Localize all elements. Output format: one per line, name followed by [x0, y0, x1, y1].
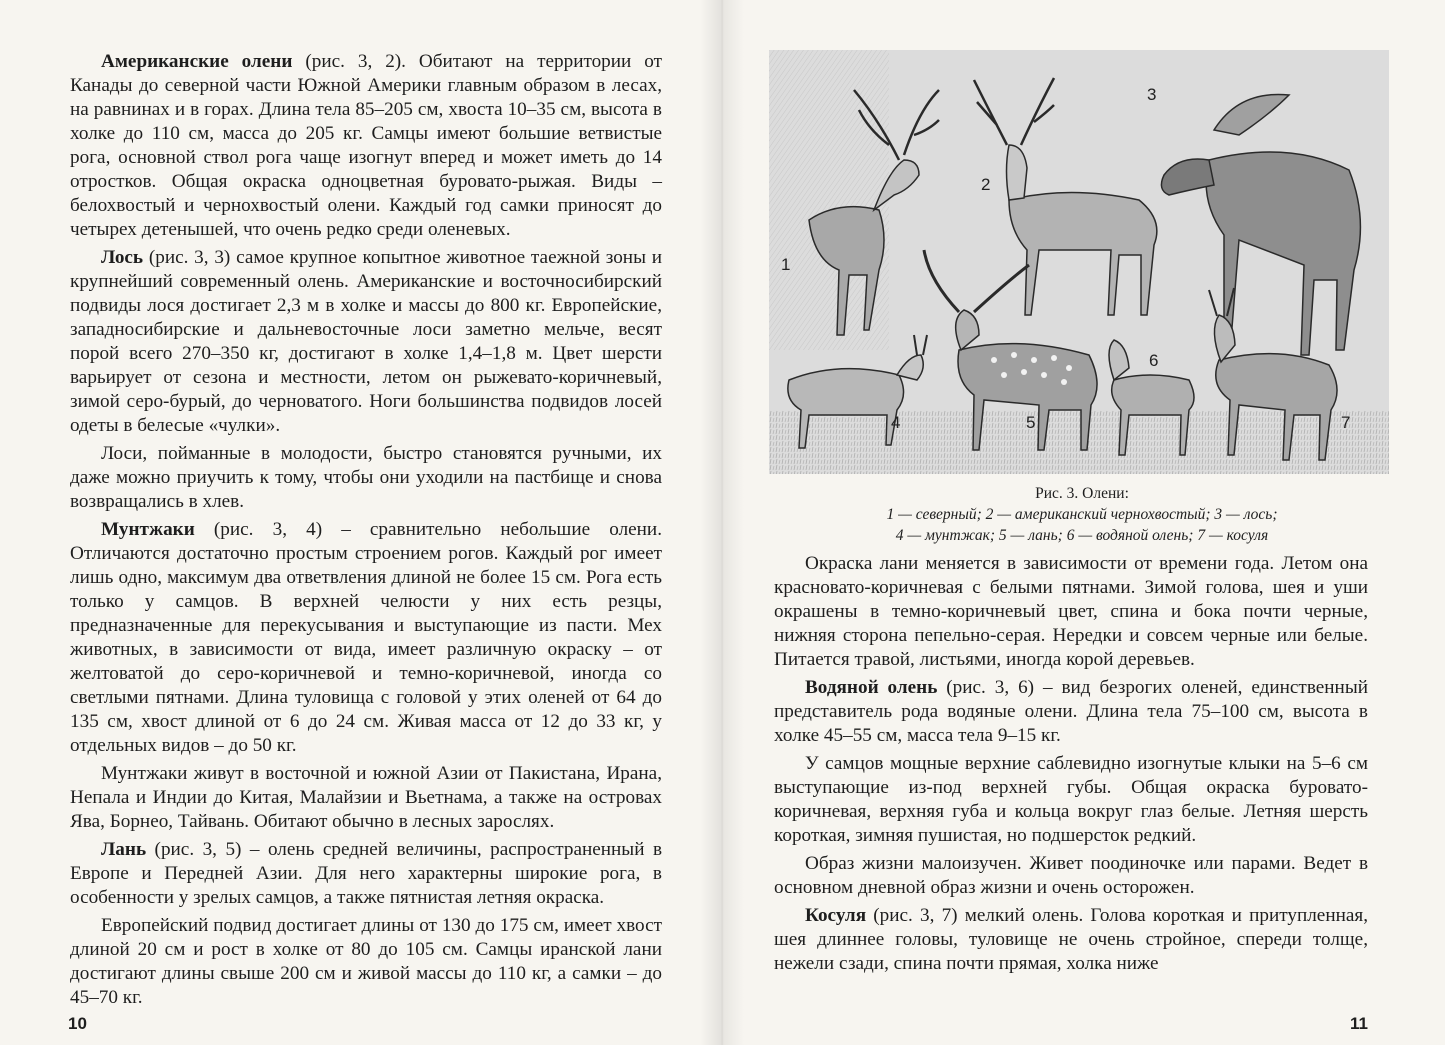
paragraph-text: (рис. 3, 7) мелкий олень. Голова короткая и притупленная, шея длиннее головы, туловище не очень стройное, спереди толще, нежели сзади, спина почти прямая, холка ниже — [774, 905, 1368, 974]
figure-label-7: 7 — [1341, 413, 1351, 432]
paragraph-muntjac — [70, 518, 662, 758]
paragraph-muntjac-range — [70, 762, 662, 834]
paragraph-water-deer — [774, 676, 1368, 748]
caption-line-3: 4 — мунтжак; 5 — лань; 6 — водяной олень; 7 — косуля — [895, 527, 1269, 544]
paragraph-text: Образ жизни малоизучен. Живет поодиночке или парами. Ведет в основном дневной образ жизни и очень осторожен. — [774, 853, 1368, 898]
figure-label-5: 5 — [1026, 413, 1036, 432]
term-water-deer: Водяной олень — [805, 677, 938, 698]
paragraph-fallow-coloring — [774, 552, 1368, 672]
paragraph-moose — [70, 246, 662, 438]
paragraph-text: (рис. 3, 6) – вид безрогих оленей, единственный представитель рода водяные олени. Длина тела 75–100 см, высота в холке 45–55 см, масса тела 9–15 кг. — [774, 677, 1368, 746]
page-number: 11 — [1350, 1014, 1368, 1033]
paragraph-text: У самцов мощные верхние саблевидно изогнутые клыки на 5–6 см выступающие из-под верхней губы. Общая окраска буровато-коричневая, верхняя губа и кольца вокруг глаз белые. Летняя шерсть короткая, зимняя пушистая, но подшерсток редкий. — [774, 753, 1368, 846]
right-page — [722, 0, 1445, 1045]
caption-line-2: 1 — северный; 2 — американский чернохвостый; 3 — лось; — [886, 506, 1278, 523]
term-roe-deer: Косуля — [805, 905, 867, 926]
figure-label-1: 1 — [781, 255, 791, 274]
paragraph-text: (рис. 3, 3) самое крупное копытное животное таежной зоны и крупнейший современный олень. Американские и восточносибирский подвиды лося достигает 2,3 м в холке и массы до 800 кг. Европейские, западносибирские и дальневосточные лоси заметно мельче, весят порой всего 270–350 кг, достигают в холке 1,4–1,8 м. Цвет шерсти варьирует от сезона и местности, летом он рыжевато-коричневый, зимой серо-бурый, до черноватого. Ноги большинства подвидов лосей одеты в белесые «чулки». — [70, 247, 662, 436]
paragraph-fallow-subspecies — [70, 914, 662, 1010]
paragraph-text: Лоси, пойманные в молодости, быстро становятся ручными, их даже можно приучить к тому, чтобы они уходили на пастбище и снова возвращались в хлев. — [70, 443, 662, 512]
deer-illustration — [769, 50, 1389, 474]
paragraph-water-deer-behavior — [774, 852, 1368, 900]
term-muntjac: Мунтжаки — [101, 519, 195, 540]
figure-label-2: 2 — [981, 175, 991, 194]
left-text-column — [70, 50, 662, 1014]
paragraph-roe-deer — [774, 904, 1368, 976]
paragraph-fallow-deer — [70, 838, 662, 910]
figure-label-3: 3 — [1147, 85, 1157, 104]
paragraph-text: Европейский подвид достигает длины от 130 до 175 см, имеет хвост длиной 20 см и рост в холке от 80 до 105 см. Самцы иранской лани достигают длины свыше 200 см и живой массы до 110 кг, а самки – до 45–70 кг. — [70, 915, 662, 1008]
caption-title: Рис. 3. Олени: — [1035, 485, 1129, 502]
left-page — [0, 0, 722, 1045]
paragraph-text: Мунтжаки живут в восточной и южной Азии от Пакистана, Ирана, Непала и Индии до Китая, Малайзии и Вьетнама, а также на островах Ява, Борнео, Тайвань. Обитают обычно в лесных зарослях. — [70, 763, 662, 832]
figure-caption — [762, 483, 1402, 546]
paragraph-text: (рис. 3, 4) – сравнительно небольшие олени. Отличаются достаточно простым строением рогов. Каждый рог имеет лишь одно, максимум два ответвления длиной не более 15 см. Рога есть только у самцов. В верхней челюсти у них есть резцы, предназначенные для перекусывания и выступающие из пасти. Мех животных, в зависимости от вида, имеет различную окраску – от желтоватой до серо-коричневой и темно-коричневой, иногда со светлыми пятнами. Длина туловища с головой у этих оленей от 64 до 135 см, хвост длиной от 6 до 24 см. Живая масса от 12 до 33 кг, у отдельных видов – до 50 кг. — [70, 519, 662, 756]
paragraph-text: (рис. 3, 5) – олень средней величины, распространенный в Европе и Передней Азии. Для него характерны широкие рога, в особенности у зрелых самцов, а также пятнистая летняя окраска. — [70, 839, 662, 908]
paragraph-american-deer — [70, 50, 662, 242]
paragraph-water-deer-tusks — [774, 752, 1368, 848]
figure-label-4: 4 — [891, 413, 901, 432]
term-moose: Лось — [101, 247, 144, 268]
term-fallow-deer: Лань — [101, 839, 147, 860]
figure-label-6: 6 — [1149, 351, 1159, 370]
term-american-deer: Американские олени — [101, 51, 293, 72]
paragraph-moose-tame — [70, 442, 662, 514]
paragraph-text: Окраска лани меняется в зависимости от времени года. Летом она красновато-коричневая с белыми пятнами. Зимой голова, шея и уши окрашены в темно-коричневый цвет, спина и бока почти черные, нижняя сторона пепельно-серая. Нередки и совсем черные или белые. Питается травой, листьями, иногда корой деревьев. — [774, 553, 1368, 670]
right-text-column — [774, 552, 1368, 980]
paragraph-text: (рис. 3, 2). Обитают на территории от Канады до северной части Южной Америки главным образом в лесах, на равнинах и в горах. Длина тела 85–205 см, хвоста 10–35 см, высота в холке до 110 см, масса до 205 кг. Самцы имеют большие ветвистые рога, основной ствол рога чаще изогнут вперед и может иметь до 14 отростков. Общая окраска одноцветная буровато-рыжая. Виды – белохвостый и чернохвостый олени. Каждый год самки приносят до четырех детенышей, что очень редко среди оленевых. — [70, 51, 662, 240]
page-number: 10 — [68, 1014, 87, 1033]
